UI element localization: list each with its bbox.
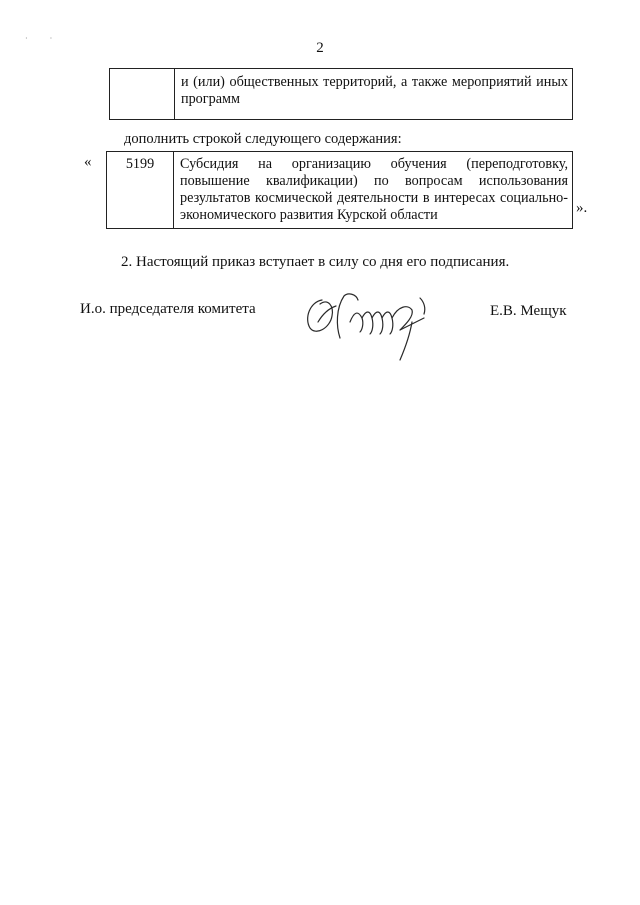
table-row — [107, 152, 573, 229]
handwritten-signature — [300, 282, 445, 364]
table-cell-code — [110, 69, 175, 120]
table-cell-text: и (или) общественных территорий, а также мероприятий иных программ — [175, 69, 573, 120]
signatory-role: И.о. председателя комитета — [80, 301, 256, 317]
page-number: 2 — [316, 40, 324, 56]
table-continuation — [109, 68, 573, 120]
table-cell-text: Субсидия на организацию обучения (переподготовку, повышение квалификации) по вопросам использования результатов космической деятельности в интересах социально-экономического развития Курской области — [174, 152, 573, 229]
scan-artifact-dots: · · — [25, 34, 63, 43]
table-row — [110, 69, 573, 120]
table-cell-code: 5199 — [107, 152, 174, 229]
signatory-name: Е.В. Мещук — [490, 303, 567, 319]
clause-2: 2. Настоящий приказ вступает в силу со дня его подписания. — [121, 254, 510, 270]
closing-quote: ». — [576, 200, 588, 216]
opening-quote: « — [84, 154, 92, 170]
intro-text: дополнить строкой следующего содержания: — [124, 131, 402, 147]
table-new-row — [106, 151, 573, 229]
